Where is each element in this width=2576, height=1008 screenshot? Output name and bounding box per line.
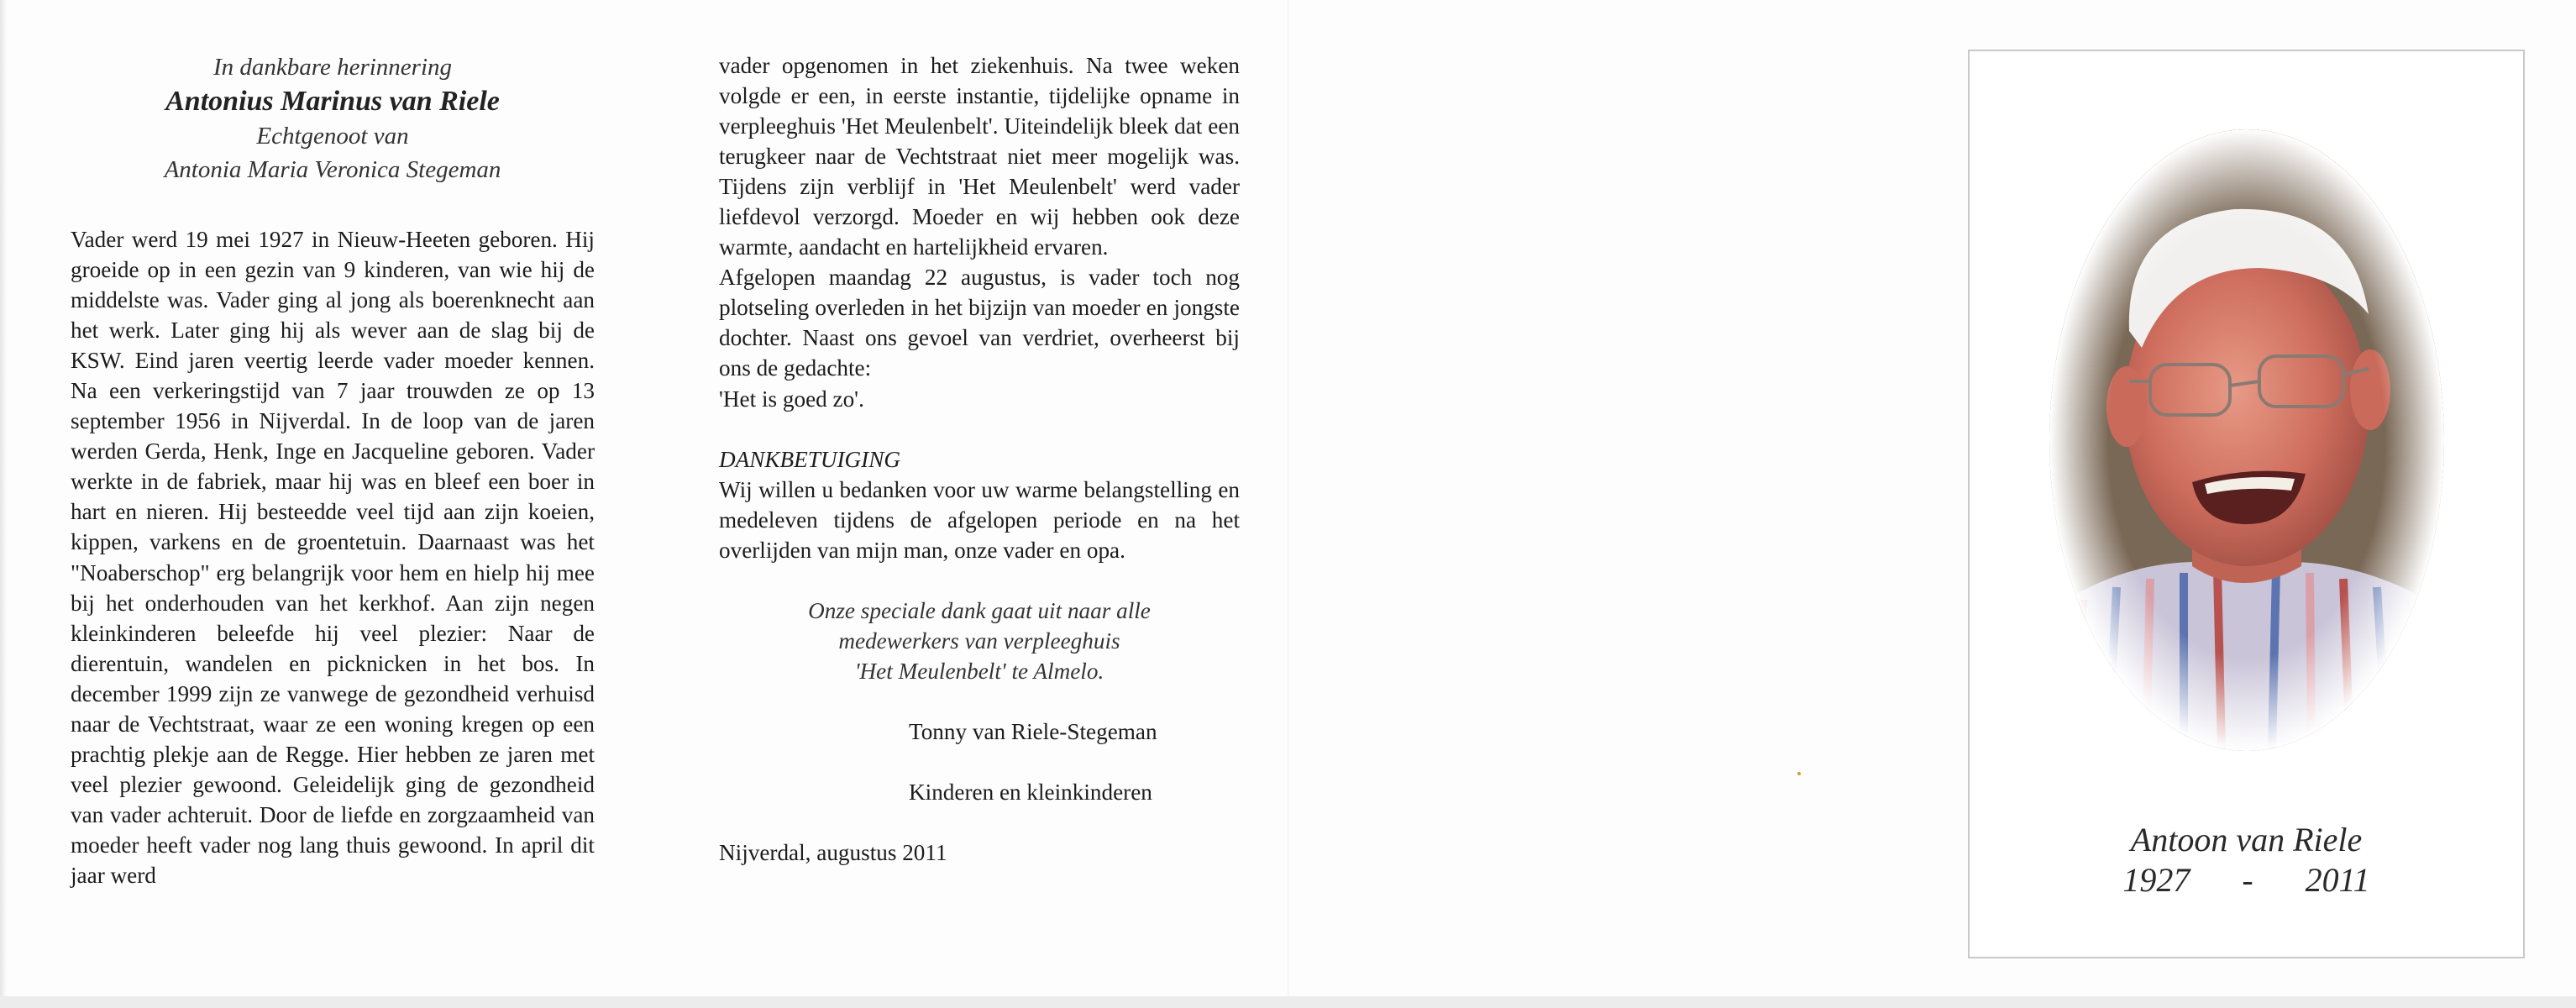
intro-dedication: In dankbare herinnering (212, 54, 453, 81)
card-years (1970, 860, 2523, 900)
closing-quote: 'Het is goed zo'. (719, 386, 864, 412)
card-name: Antoon van Riele (2130, 821, 2363, 858)
portrait-photo (2049, 129, 2444, 751)
death-year: 2011 (2305, 861, 2370, 899)
left-shadow-edge (0, 0, 7, 1008)
signature-widow: Tonny van Riele-Stegeman (909, 718, 1157, 744)
passing-paragraph: Afgelopen maandag 22 augustus, is vader toch nog plotseling overleden in het bijzijn van moeder en jongste dochter. Naast ons gevoel van verdriet, overheerst bij ons de gedachte: (719, 265, 1240, 381)
place-and-date: Nijverdal, augustus 2011 (719, 839, 947, 865)
biography-continued: vader opgenomen in het ziekenhuis. Na twee weken volgde er een, in eerste instantie, tijdelijke opname in verpleeghuis 'Het Meulenbelt'. Uiteindelijk bleek dat een terugkeer naar de Vechtstraat niet meer mogelijk was. Tijdens zijn verblijf in 'Het Meulenbelt' werd vader liefdevol verzorgd. Moeder en wij hebben ook deze warmte, aandacht en hartelijkheid ervaren. (719, 53, 1240, 260)
paper-speck (1797, 772, 1801, 775)
spouse-name: Antonia Maria Veronica Stegeman (164, 156, 501, 183)
deceased-full-name: Antonius Marinus van Riele (165, 86, 500, 117)
middle-column (719, 50, 1240, 868)
intro-block (71, 50, 595, 186)
biography-text: Vader werd 19 mei 1927 in Nieuw-Heeten geboren. Hij groeide op in een gezin van 9 kinderen, van wie hij de middelste was. Vader ging al jong als boerenknecht aan het werk. Later ging hij als wever aan de slag bij de KSW. Eind jaren veertig leerde vader moeder kennen. Na een verkeringstijd van 7 jaar trouwden ze op 13 september 1956 in Nijverdal. In de loop van de jaren werden Gerda, Henk, Inge en Jacqueline geboren. Vader werkte in de fabriek, maar hij was en bleef een boer in hart en nieren. Hij besteedde veel tijd aan zijn koeien, kippen, varkens en de groentetuin. Daarnaast was het "Noaberschop" erg belangrijk voor hem en hielp hij mee bij het onderhouden van het kerkhof. Aan zijn negen kleinkinderen beleefde hij veel plezier: Naar de dierentuin, wandelen en picknicken in het bos. In december 1999 zijn ze vanwege de gezondheid verhuisd naar de Vechtstraat, waar ze een woning kregen op een prachtig plekje aan de Regge. Hier hebben ze jaren met veel plezier gewoond. Geleidelijk ging de gezondheid van vader achteruit. Door de liefde en zorgzaamheid van moeder heeft vader nog lang thuis gewoond. In april dit jaar werd (71, 227, 595, 888)
left-column (71, 50, 595, 890)
portrait-card (1968, 50, 2525, 958)
signature-family: Kinderen en kleinkinderen (909, 779, 1152, 805)
year-separator: - (2242, 861, 2253, 899)
special-thanks-line: 'Het Meulenbelt' te Almelo. (854, 658, 1104, 684)
special-thanks-line: medewerkers van verpleeghuis (838, 627, 1120, 654)
bottom-edge (0, 996, 2576, 1008)
portrait-illustration-icon (2049, 129, 2444, 751)
special-thanks (719, 596, 1240, 686)
acknowledgement-text: Wij willen u bedanken voor uw warme belangstelling en medeleven tijdens de afgelopen periode en na het overlijden van mijn man, onze vader en opa. (719, 476, 1240, 563)
birth-year: 1927 (2122, 861, 2190, 899)
spouse-label: Echtgenoot van (256, 123, 409, 150)
acknowledgement-heading: DANKBETUIGING (719, 446, 900, 472)
special-thanks-line: Onze speciale dank gaat uit naar alle (808, 597, 1151, 623)
center-fold (1288, 0, 1289, 1008)
